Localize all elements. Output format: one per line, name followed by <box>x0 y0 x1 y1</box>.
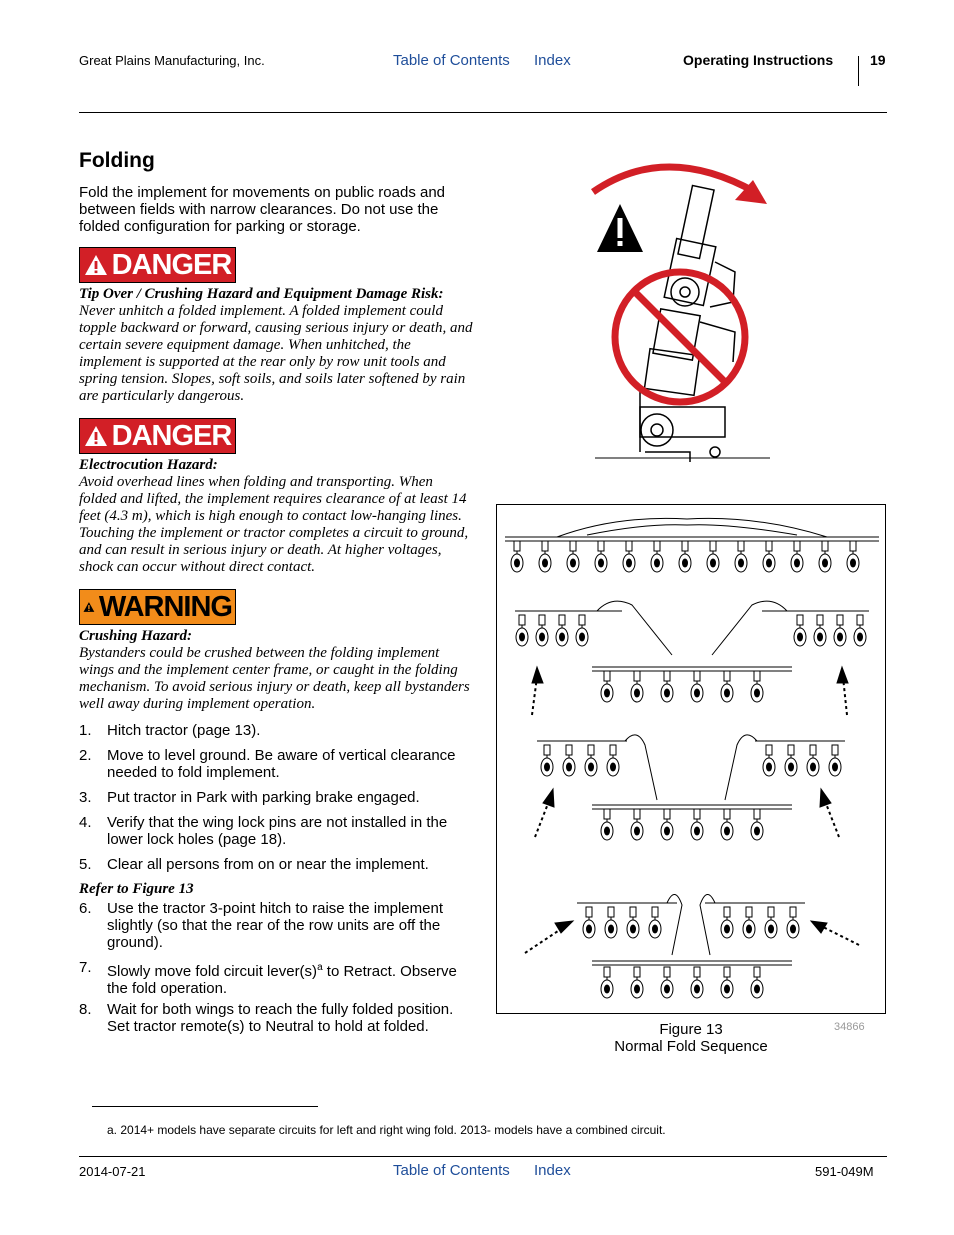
header-toc-link[interactable]: Table of Contents <box>393 52 510 69</box>
folded-implement-drawing <box>640 185 735 462</box>
figure-caption <box>596 1021 786 1055</box>
danger-badge-1-label: DANGER <box>111 248 232 281</box>
hazard-2-block <box>79 457 474 576</box>
danger-badge-2-label: DANGER <box>111 419 232 452</box>
fold-stage-3 <box>537 735 845 840</box>
figure-13-box <box>496 504 886 1014</box>
header-page-number: 19 <box>870 52 886 68</box>
footer-date: 2014-07-21 <box>79 1164 146 1179</box>
step-text: Clear all persons from on or near the implement. <box>107 856 429 873</box>
warning-badge-label: WARNING <box>98 590 232 623</box>
warning-badge <box>80 590 235 624</box>
alert-triangle-icon <box>84 254 108 276</box>
step-text: Wait for both wings to reach the fully folded position. Set tractor remote(s) to Neutral to hold at folded. <box>107 1001 454 1035</box>
hazard-3-text: Bystanders could be crushed between the folding implement wings and the implement center frame, or caught in the folding mechanism. To avoid serious injury or death, keep all bystanders well away during implement operation. <box>79 645 470 712</box>
fold-stage-2 <box>515 601 869 702</box>
fold-arrow-icon <box>535 789 839 837</box>
header-divider <box>858 56 859 86</box>
footnote-text: a. 2014+ models have separate circuits for left and right wing fold. 2013- models have a combined circuit. <box>107 1123 666 1137</box>
folded-implement-prohibited-illustration <box>585 162 775 462</box>
footnote-marker: a <box>317 962 323 973</box>
header-index-link[interactable]: Index <box>534 52 571 69</box>
fold-arrow-icon <box>532 667 848 715</box>
header-company: Great Plains Manufacturing, Inc. <box>79 53 265 68</box>
footer-rule <box>79 1156 887 1157</box>
step-number: 1. <box>79 722 92 739</box>
footnote-rule <box>92 1106 318 1107</box>
alert-triangle-icon <box>83 596 95 618</box>
step-text: Hitch tractor (page 13). <box>107 722 261 739</box>
figure-part-number: 34866 <box>834 1021 865 1033</box>
warning-triangle-icon <box>597 204 643 252</box>
fold-arrow-icon <box>525 921 859 953</box>
fold-sequence-drawing <box>497 505 885 1013</box>
footer-doc-number: 591-049M <box>815 1164 874 1179</box>
figure-title: Normal Fold Sequence <box>614 1038 768 1055</box>
header-section: Operating Instructions <box>683 52 834 68</box>
footer-index-link[interactable]: Index <box>534 1162 571 1179</box>
danger-badge-1 <box>80 248 235 282</box>
fold-stage-1 <box>505 518 879 572</box>
step-text: Verify that the wing lock pins are not installed in the lower lock holes (page 18). <box>107 814 448 848</box>
hazard-3-title: Crushing Hazard: <box>79 628 192 644</box>
hazard-3-block <box>79 628 474 713</box>
step-text: Move to level ground. Be aware of vertical clearance needed to fold implement. <box>107 747 456 781</box>
step-text: Use the tractor 3-point hitch to raise the implement slightly (so that the rear of the row units are off the ground). <box>107 900 443 951</box>
step-number: 3. <box>79 789 92 806</box>
hazard-1-block <box>79 286 474 405</box>
hazard-2-text: Avoid overhead lines when folding and transporting. When folded and lifted, the implement requires clearance of at least 14 feet (4.3 m), which is high enough to contact low-hanging lines. Touching the implement or tractor completes a circuit to ground, and can result in serious injury or death. At higher voltages, shock can occur without direct contact. <box>79 474 469 575</box>
step-number: 4. <box>79 814 92 831</box>
fold-stage-4 <box>577 894 805 998</box>
footer-toc-link[interactable]: Table of Contents <box>393 1162 510 1179</box>
alert-triangle-icon <box>84 425 108 447</box>
step-text: Slowly move fold circuit $lever(s)^a$ to Retract. Observe the fold operation. <box>107 962 457 997</box>
step-number: 8. <box>79 1001 92 1018</box>
step-number: 2. <box>79 747 92 764</box>
refer-figure: Refer to Figure 13 <box>79 881 194 897</box>
step-text: Put tractor in Park with parking brake engaged. <box>107 789 420 806</box>
step-number: 6. <box>79 900 92 917</box>
figure-number: Figure 13 <box>659 1021 723 1038</box>
section-title: Folding <box>79 149 155 172</box>
step-number: 5. <box>79 856 92 873</box>
hazard-1-text: Never unhitch a folded implement. A folded implement could topple backward or forward, causing serious injury or death, and certain severe equipment damage. When unhitched, the implement is supported at the rear only by row unit tools and spring tension. Slopes, soft soils, and soils later softened by rain are particularly dangerous. <box>79 303 473 404</box>
rotate-arrow-icon <box>593 167 755 192</box>
hazard-1-title: Tip Over / Crushing Hazard and Equipment Damage Risk: <box>79 286 444 302</box>
step-number: 7. <box>79 959 92 976</box>
hazard-2-title: Electrocution Hazard: <box>79 457 218 473</box>
danger-badge-2 <box>80 419 235 453</box>
header-rule <box>79 112 887 113</box>
intro-paragraph: Fold the implement for movements on public roads and between fields with narrow clearances. Do not use the folded configuration for parking or storage. <box>79 184 446 235</box>
